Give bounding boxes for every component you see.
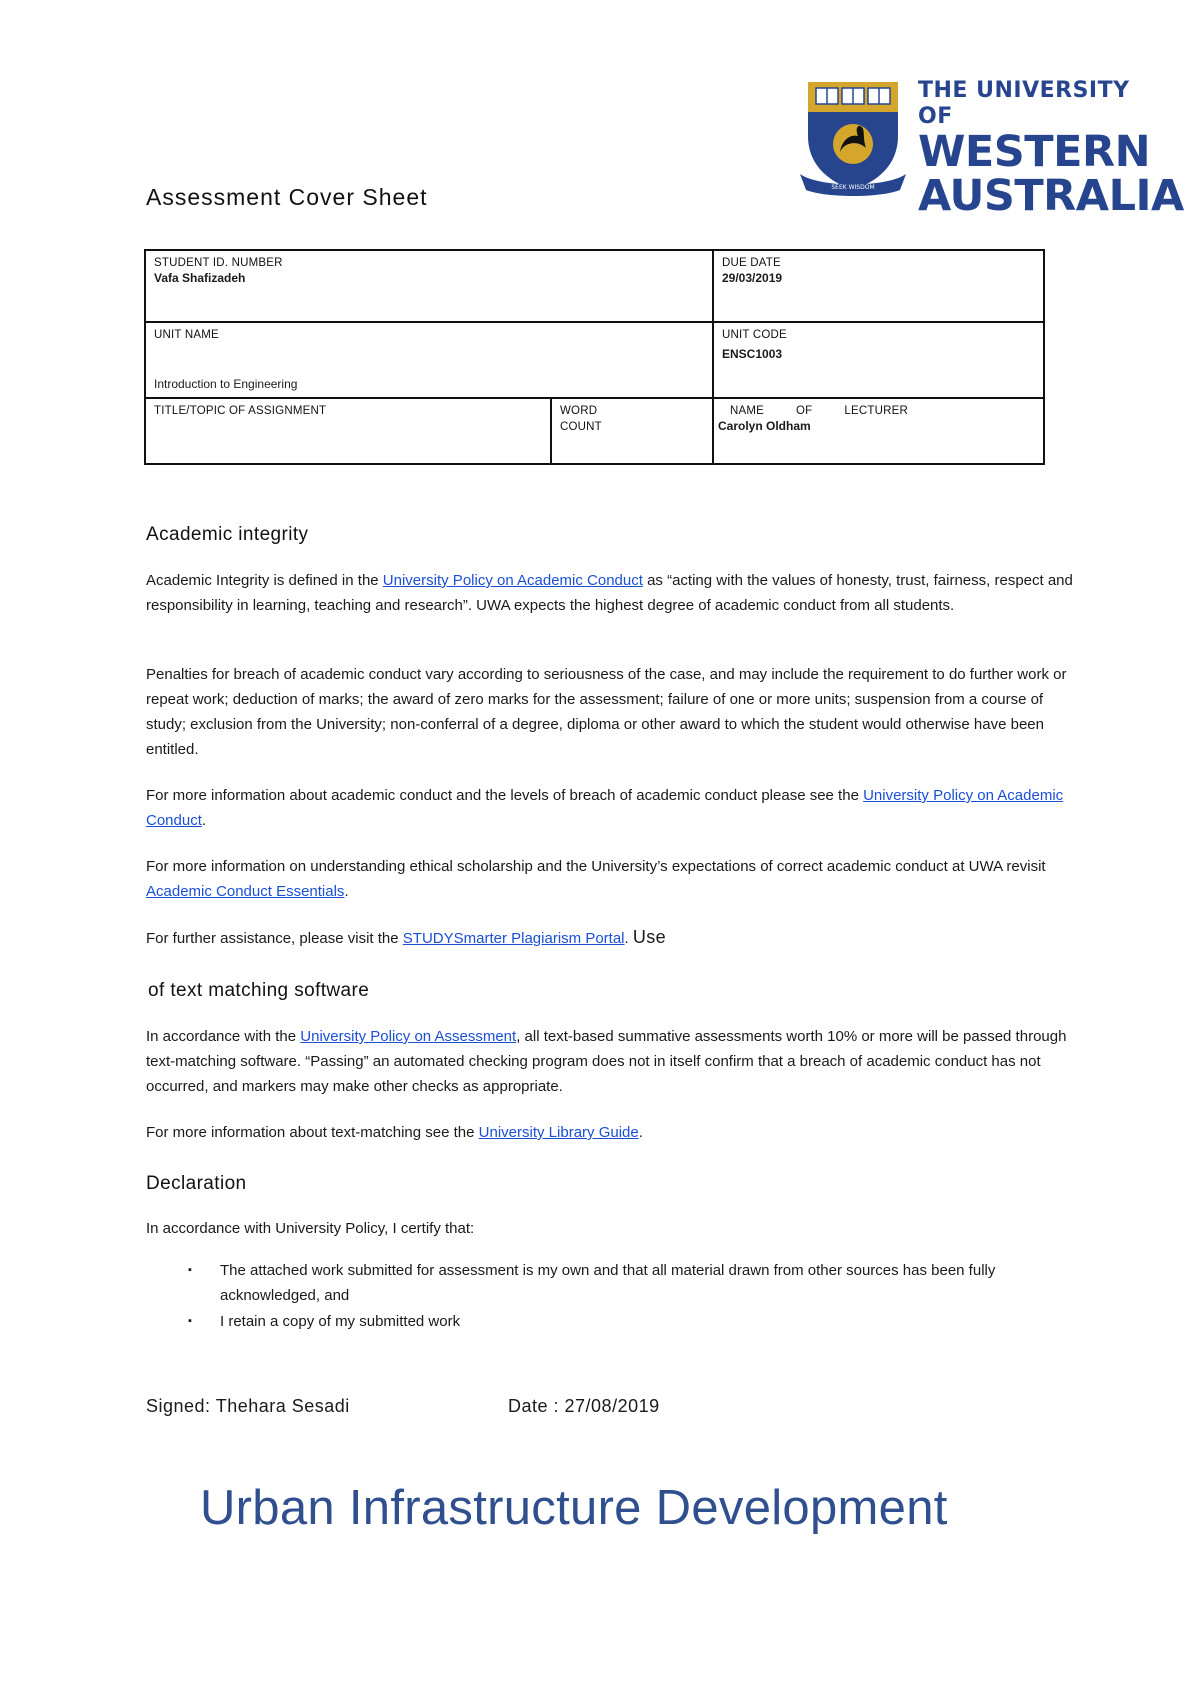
student-id-label: STUDENT ID. NUMBER: [154, 257, 283, 269]
lecturer-value: Carolyn Oldham: [718, 419, 811, 433]
academic-conduct-policy-link[interactable]: University Policy on Academic Conduct: [382, 572, 643, 589]
academic-conduct-essentials-link[interactable]: Academic Conduct Essentials: [146, 883, 345, 900]
lecturer-label-2: OF: [796, 405, 813, 417]
svg-text:SEEK WISDOM: SEEK WISDOM: [831, 184, 875, 191]
ai-p5-text-a: For further assistance, please visit the: [146, 930, 403, 947]
academic-conduct-policy-link-2[interactable]: University Policy on Academic Conduct: [146, 787, 1064, 829]
word-count-label-1: WORD: [560, 405, 598, 417]
due-date-cell: [713, 250, 1044, 322]
ai-p1-text-a: Academic Integrity is defined in the: [146, 572, 383, 589]
tm-p1-text-b: , all text-based summative assessments worth 10% or more will be passed through text-matching software. “Passing” an automated checking program does not in itself confirm that a breach of academic conduct has not occurred, and markers may make other checks as appropriate.: [146, 1028, 1067, 1095]
lecturer-label: [722, 405, 908, 417]
ai-p4-text-b: .: [344, 883, 349, 900]
tm-p1-text-a: In accordance with the: [146, 1028, 301, 1045]
unit-code-label: UNIT CODE: [722, 329, 787, 341]
text-matching-paragraph-1: [146, 1024, 1076, 1099]
word-count-label-2: COUNT: [560, 421, 602, 433]
student-id-cell: [145, 250, 713, 322]
use-heading-fragment: Use: [632, 927, 667, 947]
student-id-value: Vafa Shafizadeh: [154, 271, 246, 285]
assignment-title: Urban Infrastructure Development: [200, 1481, 948, 1535]
list-item: ▪ I retain a copy of my submitted work: [188, 1309, 1068, 1334]
logo-line-1: THE UNIVERSITY OF: [918, 78, 1130, 129]
declaration-heading: Declaration: [146, 1173, 247, 1194]
page-title: Assessment Cover Sheet: [146, 184, 428, 210]
lecturer-label-1: NAME: [730, 405, 765, 417]
text-matching-heading: of text matching software: [148, 980, 370, 1001]
tm-p2-text-b: .: [638, 1124, 643, 1141]
unit-code-cell: [713, 322, 1044, 398]
word-count-cell: [551, 398, 713, 464]
ai-p1-text-b: as “acting with the values of honesty, trust, fairness, respect and responsibility in learning, teaching and research”. UWA expects the highest degree of academic conduct from all students.: [146, 572, 1073, 614]
unit-name-label: UNIT NAME: [154, 329, 219, 341]
uwa-crest-icon: [800, 78, 906, 196]
ai-p5-text-b: .: [624, 930, 633, 947]
topic-label: TITLE/TOPIC OF ASSIGNMENT: [154, 405, 327, 417]
ai-p4-text-a: For more information on understanding ethical scholarship and the University’s expectations of correct academic conduct at UWA revisit: [146, 858, 1046, 875]
academic-integrity-paragraph-3: [146, 783, 1076, 833]
lecturer-cell: [713, 398, 1044, 464]
unit-code-value: ENSC1003: [722, 347, 783, 361]
assessment-policy-link[interactable]: University Policy on Assessment: [300, 1028, 517, 1045]
due-date-label: DUE DATE: [722, 257, 781, 269]
logo-line-2: WESTERN: [918, 127, 1151, 177]
academic-integrity-paragraph-4: [146, 854, 1076, 904]
topic-cell: [145, 398, 551, 464]
list-item: ▪ The attached work submitted for assessment is my own and that all material drawn from other sources has been fully acknowledged, and: [188, 1258, 1068, 1308]
unit-name-cell: [145, 322, 713, 398]
logo-line-3: AUSTRALIA: [918, 171, 1184, 221]
lecturer-label-3: LECTURER: [844, 405, 908, 417]
assessment-details-table: [144, 249, 1045, 465]
academic-integrity-paragraph-5: [146, 925, 1076, 951]
signed-line: Signed: Thehara Sesadi: [146, 1396, 350, 1416]
academic-integrity-paragraph-1: [146, 568, 1076, 618]
university-name: [918, 78, 1184, 221]
text-matching-paragraph-2: [146, 1120, 1076, 1145]
ai-p3-text-b: .: [201, 812, 207, 829]
academic-integrity-heading: Academic integrity: [146, 524, 309, 545]
declaration-intro: In accordance with University Policy, I certify that:: [146, 1220, 475, 1237]
unit-name-value: Introduction to Engineering: [154, 377, 298, 391]
tm-p2-text-a: For more information about text-matching see the: [146, 1124, 479, 1141]
university-logo: [800, 78, 1184, 221]
date-line: Date : 27/08/2019: [508, 1396, 660, 1416]
academic-integrity-paragraph-2: Penalties for breach of academic conduct vary according to seriousness of the case, and may include the requirement to do further work or repeat work; deduction of marks; the award of zero marks for the assessment; failure of one or more units; suspension from a course of study; exclusion from the University; non-conferral of a degree, diploma or other award to which the student would otherwise have been entitled.: [146, 666, 1067, 758]
library-guide-link[interactable]: University Library Guide: [478, 1124, 639, 1141]
declaration-list: [188, 1258, 1068, 1335]
due-date-value: 29/03/2019: [722, 271, 783, 285]
plagiarism-portal-link[interactable]: STUDYSmarter Plagiarism Portal: [402, 930, 625, 947]
ai-p3-text-a: For more information about academic conduct and the levels of breach of academic conduct please see the: [146, 787, 864, 804]
